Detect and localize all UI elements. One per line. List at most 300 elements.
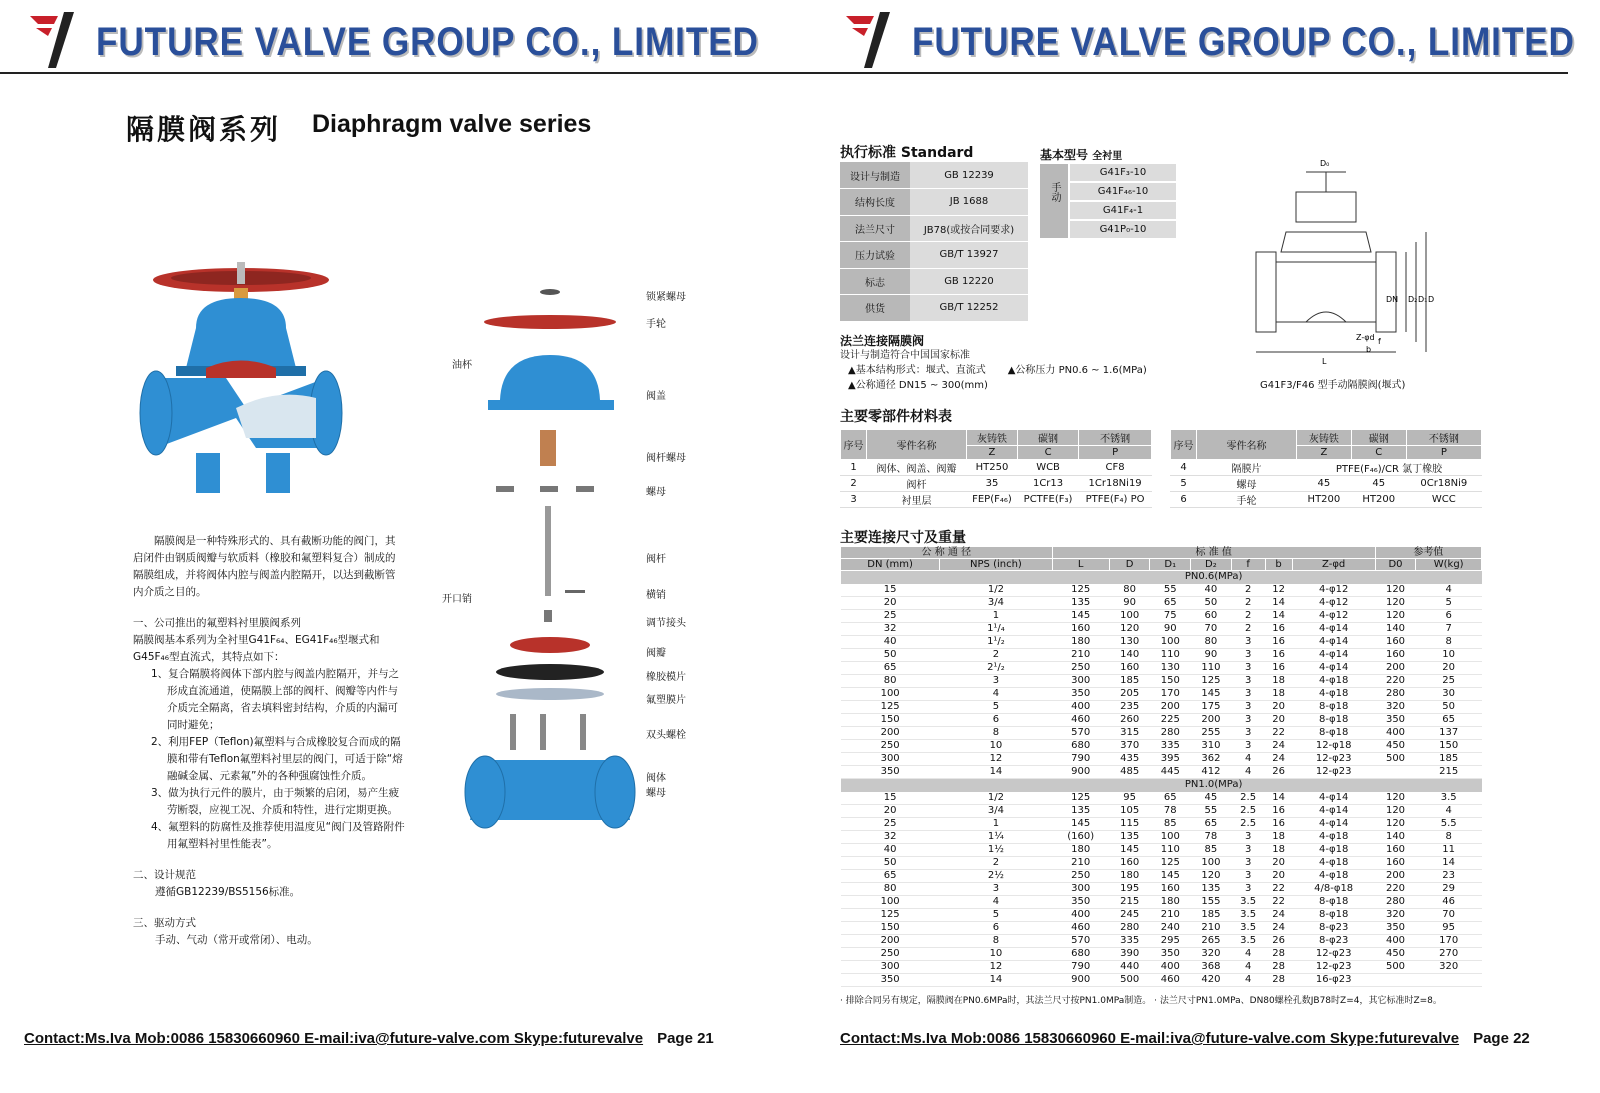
- table-cell: 400: [1150, 961, 1191, 974]
- table-cell: 370: [1109, 740, 1150, 753]
- table-cell: 15: [841, 584, 940, 597]
- table-cell: 420: [1191, 974, 1232, 987]
- table-cell: 8-φ18: [1292, 727, 1375, 740]
- table-cell: 5: [940, 909, 1052, 922]
- table-row: [841, 818, 1482, 831]
- material-cell: CF8: [1079, 460, 1152, 476]
- table-cell: 28: [1265, 948, 1292, 961]
- table-cell: 1: [940, 818, 1052, 831]
- table-cell: 170: [1150, 688, 1191, 701]
- table-cell: 3: [1231, 714, 1265, 727]
- materials-title: 主要零部件材料表: [840, 409, 952, 425]
- table-cell: 55: [1191, 805, 1232, 818]
- table-cell: 250: [1052, 870, 1109, 883]
- material-cell: HT200: [1297, 492, 1352, 508]
- table-cell: 4: [1231, 753, 1265, 766]
- mat-header: 碳钢: [1351, 430, 1406, 446]
- table-cell: 26: [1265, 766, 1292, 779]
- table-cell: 150: [841, 714, 940, 727]
- table-cell: 20: [1265, 870, 1292, 883]
- table-cell: 110: [1150, 649, 1191, 662]
- model-title: [1040, 146, 1122, 163]
- mat-header: 灰铸铁: [967, 430, 1018, 446]
- material-cell: 6: [1171, 492, 1197, 508]
- diagram-caption: G41F3/F46 型手动隔膜阀(堰式): [1260, 380, 1406, 391]
- material-cell: PTFE(F₄) PO: [1079, 492, 1152, 508]
- table-cell: 32: [841, 831, 940, 844]
- table-row: [841, 870, 1482, 883]
- table-cell: 5: [940, 701, 1052, 714]
- table-cell: 450: [1375, 740, 1416, 753]
- table-cell: 110: [1150, 844, 1191, 857]
- table-cell: 4: [1231, 766, 1265, 779]
- standard-value: GB 12239: [910, 162, 1028, 189]
- part-label: 氟塑膜片: [646, 695, 686, 706]
- table-cell: 350: [1052, 688, 1109, 701]
- table-cell: 3.5: [1416, 792, 1482, 805]
- material-cell: 手轮: [1197, 492, 1297, 508]
- part-label: 锁紧螺母: [646, 292, 686, 303]
- table-cell: 75: [1150, 610, 1191, 623]
- table-cell: 110: [1191, 662, 1232, 675]
- table-cell: 200: [841, 727, 940, 740]
- table-cell: 120: [1109, 623, 1150, 636]
- table-cell: 4: [940, 688, 1052, 701]
- mat-header: 序号: [841, 430, 867, 460]
- table-cell: 185: [1191, 909, 1232, 922]
- table-cell: 18: [1265, 844, 1292, 857]
- table-cell: 160: [1109, 662, 1150, 675]
- table-cell: 210: [1052, 649, 1109, 662]
- table-row: [841, 597, 1482, 610]
- part-label: 油杯: [452, 360, 472, 371]
- table-cell: 24: [1265, 922, 1292, 935]
- table-cell: 4-φ18: [1292, 857, 1375, 870]
- table-cell: 105: [1109, 805, 1150, 818]
- table-cell: 24: [1265, 753, 1292, 766]
- table-cell: 100: [1191, 857, 1232, 870]
- material-cell: 隔膜片: [1197, 460, 1297, 476]
- table-cell: 400: [1375, 935, 1416, 948]
- table-cell: 4-φ14: [1292, 792, 1375, 805]
- table-cell: 145: [1150, 870, 1191, 883]
- standard-key: 法兰尺寸: [840, 215, 910, 242]
- diagram-label: f: [1378, 337, 1381, 346]
- table-cell: 350: [1150, 948, 1191, 961]
- standard-title: 执行标准 Standard: [840, 145, 974, 161]
- standard-value: JB 1688: [910, 189, 1028, 216]
- table-cell: 14: [940, 766, 1052, 779]
- table-cell: 90: [1191, 649, 1232, 662]
- table-cell: 55: [1150, 584, 1191, 597]
- part-label: 调节接头: [646, 618, 686, 629]
- table-cell: 180: [1150, 896, 1191, 909]
- table-cell: 4-φ14: [1292, 649, 1375, 662]
- diagram-label: D₀: [1320, 159, 1330, 168]
- diagram-label: L: [1322, 357, 1327, 366]
- diagram-label: Z-φd: [1356, 333, 1375, 342]
- table-cell: 460: [1052, 922, 1109, 935]
- part-label: 阀体: [646, 773, 666, 784]
- table-cell: 400: [1375, 727, 1416, 740]
- table-cell: 78: [1191, 831, 1232, 844]
- pressure-band-spacer: [1375, 571, 1481, 584]
- material-cell: HT250: [967, 460, 1018, 476]
- table-cell: 180: [1052, 636, 1109, 649]
- part-label: 阀盖: [646, 391, 666, 402]
- table-cell: 200: [1191, 714, 1232, 727]
- table-cell: 16: [1265, 805, 1292, 818]
- material-cell: FEP(F₄₆): [967, 492, 1018, 508]
- table-cell: 245: [1109, 909, 1150, 922]
- table-cell: 16: [1265, 636, 1292, 649]
- mat-header: 碳钢: [1017, 430, 1078, 446]
- table-cell: 900: [1052, 974, 1109, 987]
- table-cell: 130: [1109, 636, 1150, 649]
- table-cell: 4-φ14: [1292, 805, 1375, 818]
- table-cell: 135: [1052, 597, 1109, 610]
- mat-header: Z: [1297, 446, 1352, 460]
- table-cell: 8: [940, 935, 1052, 948]
- table-cell: [1375, 766, 1416, 779]
- part-label: 阀杆螺母: [646, 453, 686, 464]
- standard-table: [840, 162, 1028, 322]
- table-row: [841, 701, 1482, 714]
- flange-line-part: ▲公称压力 PN0.6 ~ 1.6(MPa): [1007, 365, 1147, 376]
- table-cell: 2: [1231, 610, 1265, 623]
- section-body: 手动、气动（常开或常闭）、电动。: [155, 934, 318, 946]
- material-cell: 阀杆: [867, 476, 967, 492]
- material-cell: 螺母: [1197, 476, 1297, 492]
- table-cell: 4-φ14: [1292, 623, 1375, 636]
- table-cell: 350: [1052, 896, 1109, 909]
- pressure-band-row: [841, 779, 1482, 792]
- table-cell: 65: [1150, 792, 1191, 805]
- table-cell: 160: [1375, 857, 1416, 870]
- brand-name: FUTURE VALVE GROUP CO., LIMITED: [912, 20, 1575, 64]
- table-cell: 315: [1109, 727, 1150, 740]
- table-cell: 350: [1375, 922, 1416, 935]
- table-cell: 150: [1416, 740, 1482, 753]
- table-cell: 70: [1416, 909, 1482, 922]
- table-cell: 40: [841, 636, 940, 649]
- table-cell: 265: [1191, 935, 1232, 948]
- model-drive-text: 手动: [1049, 182, 1060, 202]
- table-cell: 100: [1109, 610, 1150, 623]
- table-row: [841, 740, 1482, 753]
- table-cell: 180: [1109, 870, 1150, 883]
- material-cell: 3: [841, 492, 867, 508]
- mat-header: P: [1406, 446, 1481, 460]
- table-cell: 15: [841, 792, 940, 805]
- table-cell: 185: [1109, 675, 1150, 688]
- table-cell: 2.5: [1231, 805, 1265, 818]
- table-cell: 12: [940, 961, 1052, 974]
- table-cell: 135: [1109, 831, 1150, 844]
- model-subtitle: 全衬里: [1092, 151, 1123, 162]
- standard-key: 标志: [840, 268, 910, 295]
- table-cell: 80: [841, 675, 940, 688]
- table-cell: 32: [841, 623, 940, 636]
- table-cell: 500: [1375, 961, 1416, 974]
- table-cell: 220: [1375, 675, 1416, 688]
- header: [840, 6, 1600, 72]
- dim-column-header: D: [1109, 559, 1150, 571]
- footnote: · 排除合同另有规定，隔膜阀在PN0.6MPa时，其法兰尺寸按PN1.0MPa制造。 · 法兰尺寸PN1.0MPa、DN80螺栓孔数JB78时Z=4，其它标准时Z=8。: [840, 996, 1442, 1006]
- standard-row: [840, 189, 1028, 216]
- table-cell: 395: [1150, 753, 1191, 766]
- table-cell: 4-φ18: [1292, 870, 1375, 883]
- table-cell: 260: [1109, 714, 1150, 727]
- section-body: 遵循GB12239/BS5156标准。: [155, 886, 301, 898]
- table-cell: 20: [1265, 714, 1292, 727]
- table-cell: 14: [1265, 792, 1292, 805]
- table-cell: 14: [1416, 857, 1482, 870]
- material-row: [841, 476, 1152, 492]
- table-cell: 680: [1052, 948, 1109, 961]
- table-cell: 115: [1109, 818, 1150, 831]
- table-cell: 350: [841, 766, 940, 779]
- table-cell: 3: [1231, 740, 1265, 753]
- table-cell: 2½: [940, 870, 1052, 883]
- table-cell: 450: [1375, 948, 1416, 961]
- table-row: [841, 610, 1482, 623]
- model-title-text: 基本型号: [1040, 148, 1089, 162]
- diagram-label: D₂: [1408, 295, 1418, 304]
- table-cell: 22: [1265, 727, 1292, 740]
- material-cell: PCTFE(F₃): [1017, 492, 1078, 508]
- material-row: [841, 460, 1152, 476]
- table-cell: 210: [1191, 922, 1232, 935]
- table-cell: 4: [940, 896, 1052, 909]
- section-body: 隔膜阀基本系列为全衬里G41F₆₄、EG41F₄₆型堰式和G45F₄₆型直流式，其特点如下：: [133, 634, 380, 663]
- table-row: [841, 961, 1482, 974]
- dim-group-header: 标 准 值: [1052, 547, 1375, 559]
- page-number: Page 22: [1473, 1030, 1530, 1047]
- table-cell: 295: [1150, 935, 1191, 948]
- flange-specs: [840, 348, 1147, 393]
- table-cell: 2.5: [1231, 792, 1265, 805]
- table-cell: 215: [1416, 766, 1482, 779]
- part-label: 阀瓣: [646, 648, 666, 659]
- dimensions-title: 主要连接尺寸及重量: [840, 530, 966, 546]
- header: [24, 6, 784, 72]
- feature-item: 1、复合隔膜将阀体下部内腔与阀盖内腔隔开，并与之形成直流通道，使隔膜上部的阀杆、阀瓣等内件与介质完全隔离，省去填料密封结构，介质的内漏可同时避免；: [151, 668, 400, 731]
- standard-row: [840, 215, 1028, 242]
- table-cell: 2: [940, 649, 1052, 662]
- table-row: [841, 974, 1482, 987]
- table-cell: 40: [1191, 584, 1232, 597]
- table-cell: 5: [1416, 597, 1482, 610]
- model-row: G41F₃-10: [1070, 164, 1176, 181]
- page-title-en: Diaphragm valve series: [312, 110, 592, 138]
- dimensions-table: [840, 546, 1482, 987]
- table-cell: 8-φ23: [1292, 935, 1375, 948]
- material-row: [1171, 476, 1482, 492]
- table-cell: 10: [940, 740, 1052, 753]
- mat-header: 序号: [1171, 430, 1197, 460]
- pressure-band-spacer: [841, 571, 1053, 584]
- table-cell: 335: [1109, 935, 1150, 948]
- table-cell: 145: [1109, 844, 1150, 857]
- table-cell: 250: [841, 740, 940, 753]
- table-cell: 160: [1375, 844, 1416, 857]
- table-cell: 400: [1052, 909, 1109, 922]
- table-cell: 12-φ23: [1292, 766, 1375, 779]
- table-cell: 23: [1416, 870, 1482, 883]
- table-cell: 3: [1231, 649, 1265, 662]
- table-row: [841, 805, 1482, 818]
- table-cell: 85: [1191, 844, 1232, 857]
- mat-header: 不锈钢: [1079, 430, 1152, 446]
- table-cell: 200: [1375, 870, 1416, 883]
- table-cell: 65: [841, 870, 940, 883]
- table-cell: 4-φ14: [1292, 636, 1375, 649]
- table-cell: 4: [1231, 948, 1265, 961]
- standard-value: GB 12220: [910, 268, 1028, 295]
- table-cell: 440: [1109, 961, 1150, 974]
- table-cell: 95: [1109, 792, 1150, 805]
- page-number: Page 21: [657, 1030, 714, 1047]
- standard-value: GB/T 12252: [910, 295, 1028, 322]
- material-cell: 45: [1297, 476, 1352, 492]
- contact-line[interactable]: Contact:Ms.Iva Mob:0086 15830660960 E-mail:iva@future-valve.com Skype:futurevalve: [24, 1030, 644, 1047]
- brand-name: FUTURE VALVE GROUP CO., LIMITED: [96, 20, 759, 64]
- table-cell: 180: [1052, 844, 1109, 857]
- table-cell: 78: [1150, 805, 1191, 818]
- table-cell: 22: [1265, 896, 1292, 909]
- table-cell: 3: [1231, 844, 1265, 857]
- table-cell: 445: [1150, 766, 1191, 779]
- table-cell: 140: [1375, 623, 1416, 636]
- table-cell: 2: [1231, 597, 1265, 610]
- table-cell: 50: [1416, 701, 1482, 714]
- table-cell: (160): [1052, 831, 1109, 844]
- table-cell: 2¹/₂: [940, 662, 1052, 675]
- flange-title: 法兰连接隔膜阀: [840, 334, 925, 348]
- table-cell: 130: [1150, 662, 1191, 675]
- table-cell: 90: [1109, 597, 1150, 610]
- table-cell: 4-φ14: [1292, 818, 1375, 831]
- exploded-parts-image: [440, 280, 720, 840]
- table-cell: 362: [1191, 753, 1232, 766]
- header-rule: [800, 72, 1568, 74]
- pressure-band-row: [841, 571, 1482, 584]
- table-cell: 40: [841, 844, 940, 857]
- table-cell: 120: [1191, 870, 1232, 883]
- footer: [24, 1030, 714, 1047]
- table-cell: 390: [1109, 948, 1150, 961]
- table-cell: 50: [841, 857, 940, 870]
- table-cell: 1/2: [940, 584, 1052, 597]
- table-cell: 20: [841, 597, 940, 610]
- table-row: [841, 584, 1482, 597]
- dim-column-header: DN (mm): [841, 559, 940, 571]
- material-cell: 衬里层: [867, 492, 967, 508]
- material-cell: WCB: [1017, 460, 1078, 476]
- section-heading: 一、公司推出的氟塑料衬里膜阀系列: [133, 617, 301, 629]
- table-cell: 16: [1265, 623, 1292, 636]
- table-cell: 3: [1231, 831, 1265, 844]
- table-cell: 8: [1416, 831, 1482, 844]
- company-logo-icon: [28, 10, 84, 70]
- material-cell: 5: [1171, 476, 1197, 492]
- model-row: G41P₀-10: [1070, 221, 1176, 238]
- contact-line[interactable]: Contact:Ms.Iva Mob:0086 15830660960 E-mail:iva@future-valve.com Skype:futurevalve: [840, 1030, 1460, 1047]
- diagram-label: D: [1428, 295, 1435, 304]
- table-cell: 215: [1109, 896, 1150, 909]
- table-cell: 65: [1150, 597, 1191, 610]
- table-cell: 790: [1052, 961, 1109, 974]
- table-cell: 20: [841, 805, 940, 818]
- table-cell: 200: [1375, 662, 1416, 675]
- section-heading: 三、驱动方式: [133, 917, 196, 929]
- table-cell: 2: [1231, 623, 1265, 636]
- part-label: 螺母: [646, 788, 666, 799]
- table-cell: 120: [1375, 610, 1416, 623]
- table-cell: 155: [1191, 896, 1232, 909]
- table-cell: 12-φ23: [1292, 961, 1375, 974]
- table-cell: 300: [841, 753, 940, 766]
- table-cell: 8-φ18: [1292, 909, 1375, 922]
- table-cell: 310: [1191, 740, 1232, 753]
- table-cell: 125: [1191, 675, 1232, 688]
- table-row: [841, 844, 1482, 857]
- table-cell: 65: [1191, 818, 1232, 831]
- table-cell: 95: [1416, 922, 1482, 935]
- table-cell: 125: [1052, 584, 1109, 597]
- material-cell: 2: [841, 476, 867, 492]
- table-cell: 160: [1052, 623, 1109, 636]
- table-cell: 2.5: [1231, 818, 1265, 831]
- table-cell: 205: [1109, 688, 1150, 701]
- table-cell: 16: [1265, 818, 1292, 831]
- materials-table-right: [1170, 429, 1482, 508]
- table-cell: 320: [1375, 909, 1416, 922]
- table-cell: 26: [1265, 935, 1292, 948]
- table-cell: 255: [1191, 727, 1232, 740]
- table-cell: 160: [1375, 636, 1416, 649]
- flange-line: 设计与制造符合中国国家标准: [840, 350, 970, 361]
- table-cell: 4-φ14: [1292, 662, 1375, 675]
- material-cell: 1Cr18Ni19: [1079, 476, 1152, 492]
- dim-column-header: D₁: [1150, 559, 1191, 571]
- table-row: [841, 662, 1482, 675]
- table-cell: 900: [1052, 766, 1109, 779]
- part-label: 螺母: [646, 487, 666, 498]
- diagram-label: DN: [1386, 295, 1399, 304]
- table-cell: 280: [1375, 896, 1416, 909]
- dim-column-header: f: [1231, 559, 1265, 571]
- table-cell: 210: [1052, 857, 1109, 870]
- dim-column-header: NPS (inch): [940, 559, 1052, 571]
- part-label: 开口销: [442, 594, 472, 605]
- table-cell: 3.5: [1231, 922, 1265, 935]
- table-cell: 100: [1150, 831, 1191, 844]
- standard-value: JB78(或按合同要求): [910, 215, 1028, 242]
- model-drive-label: [1040, 164, 1068, 238]
- dim-group-header: 参考值: [1375, 547, 1481, 559]
- table-cell: 80: [841, 883, 940, 896]
- flange-line-part: ▲基本结构形式：堰式、直流式: [848, 365, 986, 376]
- table-cell: 195: [1109, 883, 1150, 896]
- table-cell: 3: [1231, 870, 1265, 883]
- pressure-band-spacer: [1375, 779, 1481, 792]
- table-cell: 2: [940, 857, 1052, 870]
- standard-row: [840, 242, 1028, 269]
- table-cell: 22: [1265, 883, 1292, 896]
- table-row: [841, 714, 1482, 727]
